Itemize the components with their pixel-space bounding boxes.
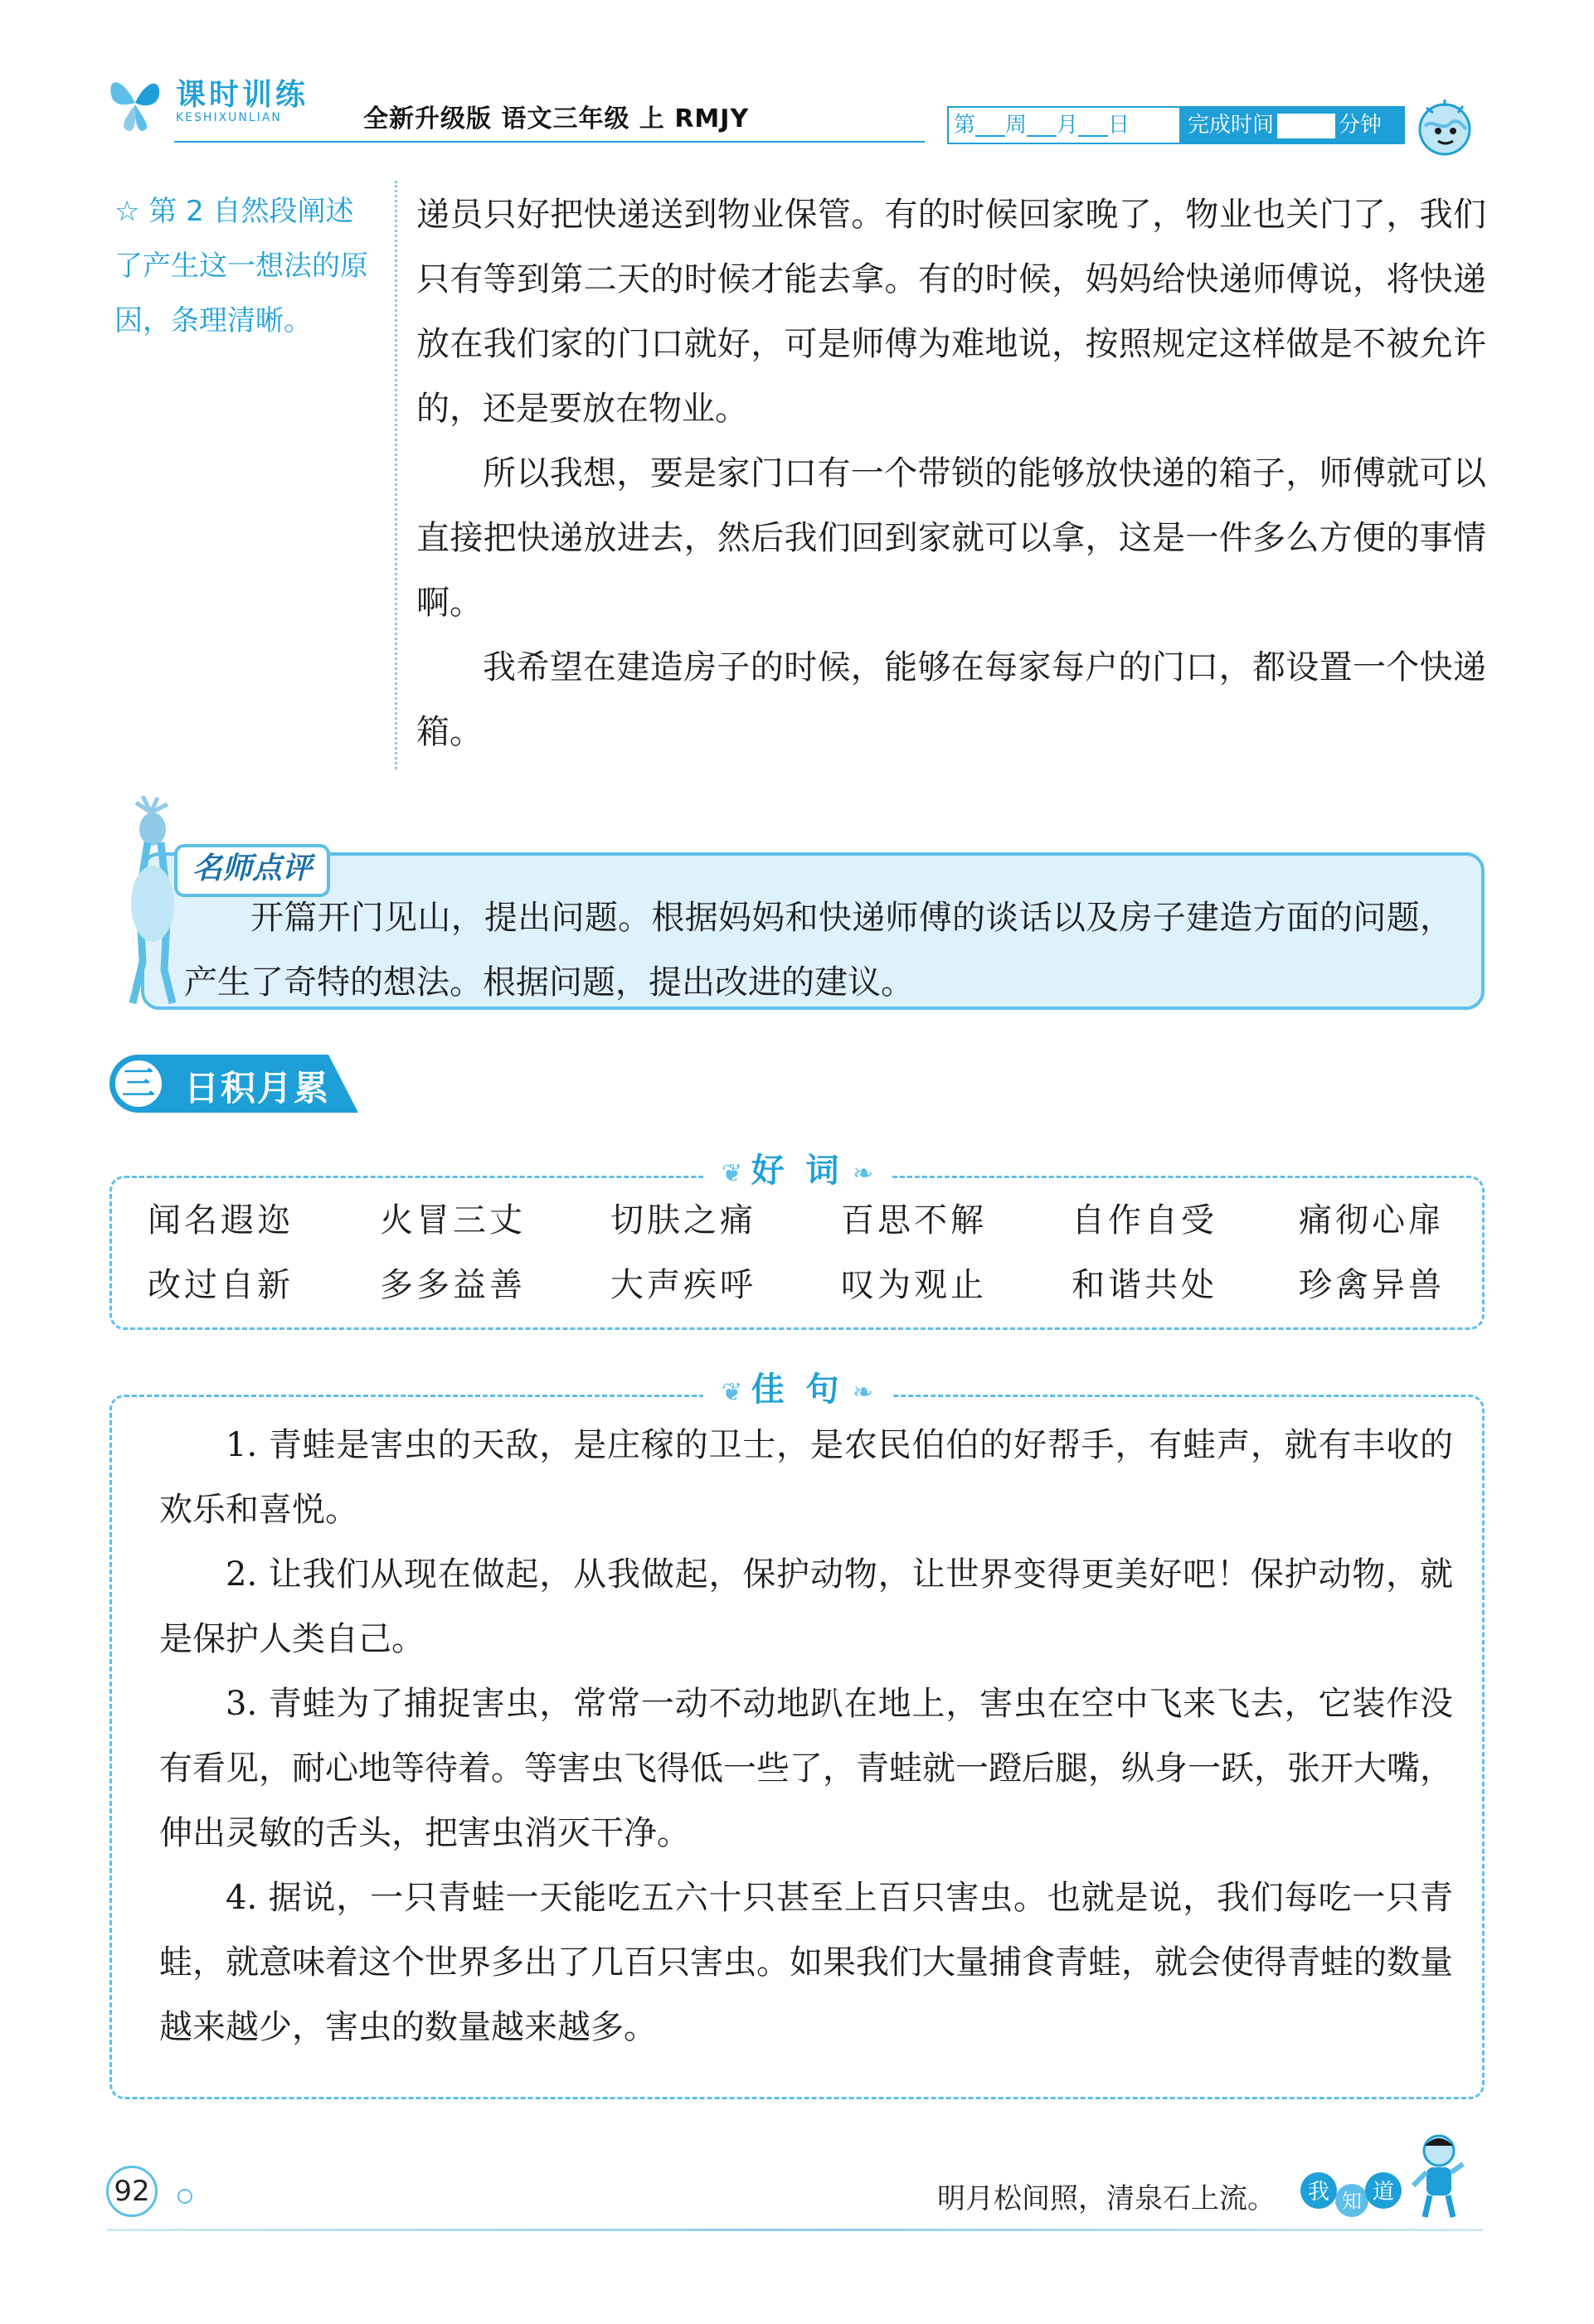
swirl-left-icon: ❦ [722, 1378, 751, 1407]
word-item: 自作自受 [1072, 1201, 1217, 1240]
good-sentences-title [703, 1363, 892, 1410]
butterfly-logo-icon [106, 70, 164, 136]
word-item: 切肤之痛 [610, 1201, 756, 1240]
word-item: 珍禽异兽 [1299, 1266, 1445, 1304]
footer-quote: 明月松间照，清泉石上流。 [937, 2182, 1276, 2215]
month-blank[interactable] [1027, 115, 1057, 137]
sentence-item: 2. 让我们从现在做起，从我做起，保护动物，让世界变得更美好吧！保护动物，就是保护人类自己。 [159, 1555, 1453, 1658]
day-unit: 日 [1108, 113, 1130, 138]
swirl-right-icon: ❧ [843, 1159, 874, 1188]
word-item: 叹为观止 [841, 1266, 987, 1304]
logo-subtitle: KESHIXUNLIAN [176, 111, 282, 124]
sentence-item: 3. 青蛙为了捕捉害虫，常常一动不动地趴在地上，害虫在空中飞来飞去，它装作没有看见，耐心地等待着。等害虫飞得低一些了，青蛙就一蹬后腿，纵身一跃，张开大嘴，伸出灵敏的舌头，把害虫消灭干净。 [159, 1685, 1453, 1852]
essay-paragraph: 递员只好把快递送到物业保管。有的时候回家晚了，物业也关门了，我们只有等到第二天的时候才能去拿。有的时候，妈妈给快递师傅说，将快递放在我们家的门口就好，可是师傅为难地说，按照规定这样做是不被允许的，还是要放在物业。 [416, 196, 1486, 428]
word-item: 改过自新 [148, 1266, 294, 1304]
globe-mascot-icon [1410, 93, 1480, 163]
good-sentences-title-text: 佳 句 [751, 1371, 844, 1409]
word-item: 大声疾呼 [610, 1266, 756, 1304]
side-divider [395, 181, 397, 769]
week-blank[interactable] [975, 115, 1005, 137]
badge-char: 道 [1372, 2180, 1395, 2205]
book-title: 全新升级版 语文三年级 上 RMJY [363, 104, 750, 133]
side-annotation: ☆ 第 2 自然段阐述了产生这一想法的原因，条理清晰。 [114, 195, 368, 337]
header-rule [174, 141, 925, 143]
completion-time-box [1181, 106, 1405, 144]
date-box [947, 106, 1181, 144]
essay-paragraph: 所以我想，要是家门口有一个带锁的能够放快递的箱子，师傅就可以直接把快递放进去，然后我们回到家就可以拿，这是一件多么方便的事情啊。 [416, 454, 1486, 622]
section-number: 三 [113, 1058, 164, 1109]
footer-rule [106, 2229, 1483, 2231]
badge-char: 知 [1342, 2190, 1362, 2213]
badge-char: 我 [1307, 2180, 1330, 2205]
word-item: 痛彻心扉 [1299, 1201, 1445, 1240]
swirl-right-icon: ❧ [843, 1378, 874, 1407]
boy-mascot-icon [1410, 2131, 1468, 2222]
month-unit: 月 [1057, 113, 1079, 138]
good-words-title [703, 1144, 892, 1191]
teacher-comment-tag: 名师点评 [174, 844, 330, 897]
time-unit: 分钟 [1339, 113, 1383, 138]
time-blank[interactable] [1277, 114, 1335, 138]
week-unit: 周 [1005, 113, 1028, 138]
week-label: 第 [954, 113, 976, 138]
good-words-box [109, 1176, 1485, 1330]
page-dot [177, 2189, 192, 2204]
word-item: 闻名遐迩 [148, 1201, 294, 1240]
sentence-item: 1. 青蛙是害虫的天敌，是庄稼的卫士，是农民伯伯的好帮手，有蛙声，就有丰收的欢乐和喜悦。 [159, 1426, 1453, 1529]
word-item: 和谐共处 [1072, 1266, 1217, 1304]
day-blank[interactable] [1078, 115, 1108, 137]
time-label: 完成时间 [1188, 113, 1275, 138]
swirl-left-icon: ❦ [722, 1159, 751, 1188]
section-title: 日积月累 [184, 1068, 331, 1109]
page-number: 92 [106, 2166, 158, 2217]
essay-paragraph: 我希望在建造房子的时候，能够在每家每户的门口，都设置一个快递箱。 [416, 648, 1486, 751]
word-item: 火冒三丈 [380, 1201, 526, 1240]
sentence-item: 4. 据说，一只青蛙一天能吃五六十只甚至上百只害虫。也就是说，我们每吃一只青蛙，就意味着这个世界多出了几百只害虫。如果我们大量捕食青蛙，就会使得青蛙的数量越来越少，害虫的数量越来越多。 [159, 1879, 1453, 2046]
good-words-title-text: 好 词 [751, 1152, 844, 1190]
word-item: 多多益善 [380, 1266, 526, 1304]
logo-title: 课时训练 [176, 78, 309, 112]
teacher-comment-text: 开篇开门见山，提出问题。根据妈妈和快递师傅的谈话以及房子建造方面的问题，产生了奇特的想法。根据问题，提出改进的建议。 [184, 899, 1453, 1002]
word-item: 百思不解 [841, 1201, 987, 1240]
